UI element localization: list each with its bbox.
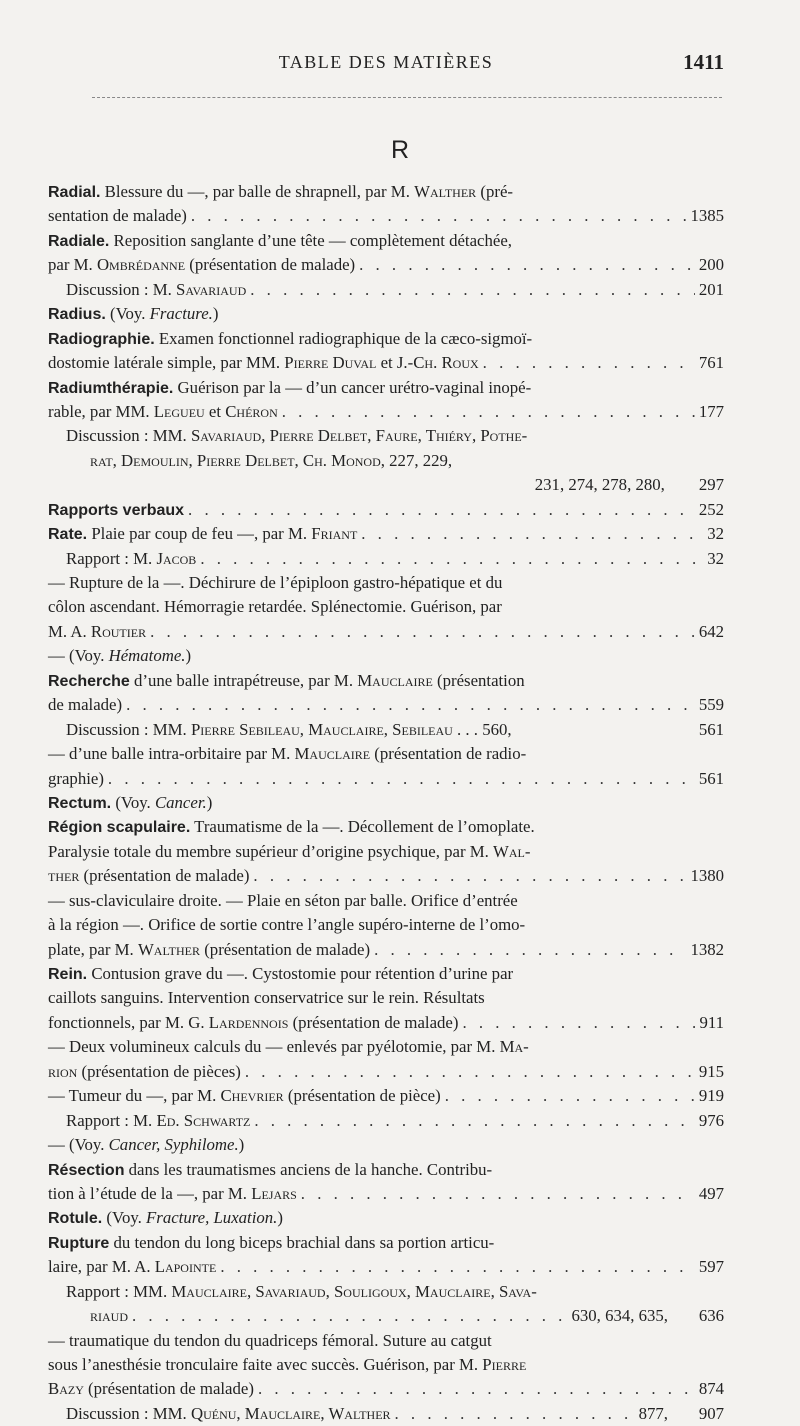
dot-leader — [258, 1377, 695, 1401]
entry-segment: ) — [185, 646, 192, 666]
author-name: Legueu — [153, 401, 205, 421]
entry-text — [48, 1377, 254, 1401]
entry-segment: Rapport : MM. — [66, 1281, 172, 1301]
author-name: J.-Ch. Roux — [396, 353, 479, 373]
author-name: Bazy — [48, 1379, 84, 1399]
header-divider — [92, 97, 722, 98]
entry-segment: Fracture. — [149, 304, 213, 324]
entry-text — [48, 793, 212, 812]
index-line — [48, 986, 724, 1010]
entry-segment: (présentation de malade) — [83, 1379, 254, 1399]
entry-segment: — Tumeur du —, par M. — [48, 1086, 221, 1106]
entry-text — [48, 1037, 529, 1056]
author-name: Pierre Duval — [284, 353, 377, 373]
author-name: Ed. Schwartz — [156, 1110, 251, 1130]
entry-text — [48, 1255, 216, 1279]
page-reference: 201 — [698, 279, 724, 299]
dot-leader — [126, 693, 695, 717]
entry-segment: Fracture, Luxation. — [146, 1208, 278, 1228]
entry-segment: (présentation de malade) — [185, 255, 356, 275]
entry-text — [48, 1182, 297, 1206]
page-reference: 636 — [698, 1306, 724, 1326]
index-line — [48, 1377, 724, 1401]
entry-segment: plate, par M. — [48, 939, 138, 959]
entry-text — [48, 304, 218, 323]
index-entries — [48, 180, 724, 1426]
author-name: Mauclaire — [357, 670, 433, 690]
index-line — [48, 204, 724, 228]
page-reference: 976 — [698, 1110, 724, 1130]
entry-segment: ) — [277, 1208, 283, 1228]
index-line — [48, 400, 724, 424]
entry-segment: sentation de malade) — [48, 206, 187, 226]
entry-segment: rable, par MM. — [48, 401, 154, 421]
entry-segment: (présentation — [432, 670, 525, 690]
index-line — [48, 864, 724, 888]
index-line — [48, 1011, 724, 1035]
author-name: Chevrier — [220, 1086, 284, 1106]
page-reference: 252 — [698, 499, 724, 519]
dot-leader — [301, 1182, 695, 1206]
entry-text — [48, 204, 187, 228]
entry-segment: . . . 560, — [452, 719, 512, 739]
page-reference: 561 — [698, 768, 724, 788]
entry-heading: Radiographie. — [48, 330, 155, 348]
index-line — [48, 522, 724, 546]
entry-heading: Rate. — [48, 526, 88, 544]
entry-segment: (présentation de malade) — [288, 1012, 459, 1032]
entry-text — [48, 915, 525, 934]
entry-text — [48, 329, 532, 348]
entry-text — [48, 891, 518, 910]
index-line — [48, 498, 724, 522]
author-name: Lardennois — [208, 1012, 289, 1032]
author-name: Quénu, Mauclaire, Walther — [190, 1403, 391, 1423]
entry-text — [48, 182, 513, 201]
page-reference: 919 — [698, 1086, 724, 1106]
page-reference: 200 — [698, 255, 724, 275]
dot-leader — [108, 767, 695, 791]
entry-segment: M. A. — [48, 621, 91, 641]
entry-segment: Reposition sanglante d’une tête — complètement détachée, — [109, 230, 512, 250]
entry-segment: (présentation de pièces) — [77, 1061, 241, 1081]
entry-segment: de malade) — [48, 695, 123, 715]
author-name: ther — [48, 866, 80, 886]
entry-text — [48, 400, 278, 424]
entry-heading: Résection — [48, 1161, 125, 1179]
entry-text — [66, 426, 527, 445]
entry-text — [66, 1109, 250, 1133]
author-name: Mauclaire — [294, 744, 371, 764]
dot-leader — [374, 938, 686, 962]
index-line — [48, 1158, 724, 1182]
entry-segment: ) — [206, 792, 213, 812]
index-line — [48, 620, 724, 644]
index-line — [48, 1182, 724, 1206]
author-name: Ma- — [499, 1037, 529, 1057]
dot-leader — [132, 1304, 568, 1328]
page-header — [48, 50, 724, 80]
index-line — [48, 1329, 724, 1353]
entry-segment: Cancer. — [154, 792, 207, 812]
entry-heading: Rein. — [48, 966, 88, 983]
running-title: TABLE DES MATIÈRES — [278, 52, 494, 72]
dot-leader — [245, 1060, 695, 1084]
index-line — [48, 669, 724, 693]
index-line — [48, 351, 724, 375]
author-name: riaud — [90, 1306, 128, 1326]
author-name: Mauclaire, Savariaud, Souligoux, Mauclaire, Sava- — [171, 1281, 537, 1301]
entry-text — [66, 718, 512, 742]
entry-segment: , 227, 229, — [380, 450, 453, 470]
entry-text — [66, 1282, 537, 1301]
entry-text — [535, 473, 665, 497]
index-line — [48, 1035, 724, 1059]
entry-segment: à la région —. Orifice de sortie contre l’angle supéro-interne de l’omo- — [48, 915, 526, 935]
page-reference: 911 — [699, 1012, 724, 1032]
author-name: Savariaud, Pierre Delbet, Faure, Thiéry, Pothe- — [190, 426, 528, 446]
entry-text — [48, 1084, 441, 1108]
index-line — [48, 595, 724, 619]
page-reference: 561 — [698, 719, 724, 739]
page-reference: 1382 — [690, 939, 724, 959]
author-name: Lapointe — [154, 1257, 217, 1277]
page-reference: 877, — [638, 1403, 668, 1423]
dot-leader — [445, 1084, 695, 1108]
author-name: Lejars — [251, 1183, 297, 1203]
dot-leader — [200, 547, 703, 571]
entry-text — [48, 1135, 244, 1154]
dot-leader — [250, 278, 695, 302]
entry-text — [48, 671, 525, 690]
entry-text — [48, 1355, 526, 1374]
entry-segment: Discussion : M. — [66, 279, 177, 299]
dot-leader — [188, 498, 695, 522]
index-line — [48, 1255, 724, 1279]
entry-text — [48, 988, 485, 1007]
dot-leader — [150, 620, 695, 644]
author-name: Ombrédanne — [96, 255, 186, 275]
author-name: Pierre — [482, 1355, 527, 1374]
entry-text — [48, 767, 104, 791]
author-name: Wal- — [493, 841, 531, 861]
page-reference: 497 — [698, 1183, 724, 1203]
author-name: rat, Demoulin, Pierre Delbet, Ch. Monod — [90, 450, 381, 470]
page-reference: 907 — [698, 1403, 724, 1423]
entry-segment: dans les traumatismes anciens de la hanche. Contribu- — [124, 1159, 493, 1179]
entry-segment: (présentation de malade) — [79, 866, 250, 886]
index-line — [48, 644, 724, 668]
index-line — [48, 376, 724, 400]
index-line — [48, 938, 724, 962]
entry-segment: — (Voy. — [48, 646, 109, 666]
entry-segment: (présentation de pièce) — [283, 1086, 441, 1106]
entry-segment: d’une balle intrapétreuse, par M. — [129, 670, 358, 690]
entry-text — [48, 597, 502, 616]
dot-leader — [361, 522, 703, 546]
entry-text — [90, 451, 452, 470]
entry-text — [48, 253, 355, 277]
index-line — [48, 473, 724, 497]
index-line — [48, 1231, 724, 1255]
index-line — [48, 327, 724, 351]
entry-segment: 231, 274, 278, 280, — [534, 475, 665, 495]
entry-text — [48, 573, 502, 592]
entry-segment: Guérison par la — d’un cancer urétro-vaginal inopé- — [173, 377, 532, 397]
author-name: rion — [48, 1061, 78, 1081]
entry-text — [48, 498, 184, 523]
entry-text — [48, 522, 357, 547]
entry-text — [48, 1060, 241, 1084]
entry-text — [66, 547, 196, 571]
entry-text — [48, 1331, 492, 1350]
entry-heading: Rotule. — [48, 1210, 103, 1228]
index-line — [48, 302, 724, 326]
author-name: Savariaud — [176, 279, 247, 299]
entry-segment: Hématome. — [108, 646, 186, 666]
entry-segment: Discussion : MM. — [66, 719, 191, 739]
index-line — [48, 815, 724, 839]
index-line — [48, 1109, 724, 1133]
entry-heading: Radiumthérapie. — [48, 379, 174, 397]
entry-segment: dostomie latérale simple, par MM. — [48, 353, 285, 373]
entry-segment: Rapport : M. — [66, 1110, 157, 1130]
index-line — [48, 693, 724, 717]
index-line — [48, 1133, 724, 1157]
page-reference: 32 — [707, 524, 724, 544]
entry-segment: Traumatisme de la —. Décollement de l’omoplate. — [190, 817, 535, 837]
index-line — [48, 791, 724, 815]
entry-segment: côlon ascendant. Hémorragie retardée. Splénectomie. Guérison, par — [48, 597, 502, 617]
author-name: Routier — [90, 621, 147, 641]
dot-leader — [395, 1402, 635, 1426]
entry-heading: Radiale. — [48, 232, 110, 250]
index-line — [48, 962, 724, 986]
entry-segment: (pré- — [476, 182, 513, 201]
entry-text — [48, 351, 479, 375]
entry-heading: Rapports verbaux — [48, 501, 185, 519]
index-line — [48, 278, 724, 302]
page-reference: 761 — [698, 353, 724, 373]
entry-segment: — d’une balle intra-orbitaire par M. — [48, 744, 295, 764]
author-name: Pierre Sebileau, Mauclaire, Sebileau — [190, 719, 453, 739]
entry-segment: sous l’anesthésie tronculaire faite avec succès. Guérison, par M. — [48, 1355, 483, 1374]
entry-segment: ) — [212, 304, 219, 324]
dot-leader — [254, 1109, 694, 1133]
index-line — [48, 1402, 724, 1426]
entry-segment: Discussion : MM. — [66, 1403, 191, 1423]
entry-segment: fonctionnels, par M. G. — [48, 1012, 209, 1032]
index-line — [48, 840, 724, 864]
entry-text — [48, 1160, 492, 1179]
entry-text — [48, 842, 530, 861]
entry-segment: — Deux volumineux calculs du — enlevés par pyélotomie, par M. — [48, 1037, 500, 1057]
entry-text — [48, 964, 513, 983]
entry-segment: Discussion : MM. — [66, 426, 191, 446]
dot-leader — [220, 1255, 695, 1279]
index-line — [48, 1304, 724, 1328]
entry-segment: tion à l’étude de la —, par M. — [48, 1183, 252, 1203]
entry-text — [66, 278, 246, 302]
entry-text — [48, 1011, 458, 1035]
entry-segment: laire, par M. A. — [48, 1257, 155, 1277]
entry-text — [90, 1304, 128, 1328]
entry-segment: (Voy. — [102, 1208, 147, 1228]
page-reference: 642 — [698, 621, 724, 641]
index-line — [48, 889, 724, 913]
index-line — [48, 1206, 724, 1230]
entry-segment: (Voy. — [105, 304, 150, 324]
entry-segment: Paralysie totale du membre supérieur d’origine psychique, par M. — [48, 841, 494, 861]
entry-segment: — traumatique du tendon du quadriceps fémoral. Suture au catgut — [48, 1330, 492, 1350]
index-line — [48, 571, 724, 595]
entry-text — [48, 1208, 283, 1227]
entry-segment: Blessure du —, par balle de shrapnell, par M. — [100, 182, 415, 201]
index-line — [48, 449, 724, 473]
section-letter: R — [390, 136, 410, 164]
page-reference: 597 — [698, 1257, 724, 1277]
entry-segment: (Voy. — [111, 792, 155, 812]
author-name: Chéron — [225, 401, 278, 421]
entry-segment: et — [376, 353, 397, 373]
entry-segment: (présentation de malade) — [200, 939, 371, 959]
entry-heading: Radial. — [48, 184, 101, 201]
index-line — [48, 1280, 724, 1304]
author-name: Jacob — [156, 548, 197, 568]
entry-text — [48, 938, 370, 962]
entry-text — [48, 646, 191, 665]
entry-text — [48, 231, 512, 250]
entry-segment: caillots sanguins. Intervention conservatrice sur le rein. Résultats — [48, 988, 485, 1008]
dot-leader — [282, 400, 695, 424]
entry-segment: — sus-claviculaire droite. — Plaie en séton par balle. Orifice d’entrée — [48, 890, 518, 910]
entry-segment: — Rupture de la —. Déchirure de l’épiploon gastro-hépatique et du — [48, 573, 503, 592]
entry-segment: par M. — [48, 255, 97, 275]
page-reference: 32 — [707, 548, 724, 568]
entry-segment: graphie) — [48, 768, 104, 788]
entry-segment: du tendon du long biceps brachial dans sa portion articu- — [109, 1232, 495, 1252]
entry-text — [48, 378, 531, 397]
entry-text — [48, 864, 249, 888]
index-line — [48, 547, 724, 571]
index-line — [48, 742, 724, 766]
page-reference: 559 — [698, 695, 724, 715]
entry-heading: Rupture — [48, 1234, 110, 1252]
entry-segment: et — [204, 401, 226, 421]
dot-leader — [191, 204, 687, 228]
index-line — [48, 424, 724, 448]
index-line — [48, 718, 724, 742]
entry-segment: Plaie par coup de feu —, par M. — [87, 524, 312, 544]
entry-text — [48, 1233, 494, 1252]
index-line — [48, 767, 724, 791]
entry-text — [48, 744, 526, 763]
entry-text — [48, 620, 146, 644]
author-name: Friant — [311, 524, 358, 544]
page-reference: 1380 — [690, 866, 724, 886]
entry-heading: Région scapulaire. — [48, 819, 191, 837]
index-line — [48, 913, 724, 937]
index-line — [48, 1060, 724, 1084]
index-line — [48, 1084, 724, 1108]
index-line — [48, 1353, 724, 1377]
entry-segment: Examen fonctionnel radiographique de la cæco-sigmoï- — [154, 328, 533, 348]
entry-heading: Rectum. — [48, 794, 112, 812]
author-name: Walther — [137, 939, 201, 959]
entry-text — [48, 693, 122, 717]
entry-text — [66, 1402, 391, 1426]
entry-segment: Cancer, Syphilome. — [108, 1135, 239, 1155]
page-reference: 177 — [698, 401, 724, 421]
page-number: 1411 — [683, 50, 724, 74]
entry-segment: Contusion grave du —. Cystostomie pour rétention d’urine par — [87, 964, 514, 983]
page-reference: 630, 634, 635, — [571, 1306, 668, 1326]
dot-leader — [253, 864, 686, 888]
page-reference: 874 — [698, 1379, 724, 1399]
entry-segment: ) — [238, 1135, 245, 1155]
entry-segment: (présentation de radio- — [370, 744, 527, 764]
dot-leader — [462, 1011, 695, 1035]
entry-segment: Rapport : M. — [66, 548, 157, 568]
dot-leader — [359, 253, 695, 277]
page-reference: 297 — [698, 475, 724, 495]
entry-text — [48, 817, 535, 836]
index-line — [48, 180, 724, 204]
author-name: Walther — [414, 182, 477, 201]
entry-segment: — (Voy. — [48, 1135, 109, 1155]
dot-leader — [483, 351, 695, 375]
index-line — [48, 253, 724, 277]
entry-heading: Radius. — [48, 306, 106, 324]
index-line — [48, 229, 724, 253]
entry-heading: Recherche — [48, 672, 130, 690]
page-reference: 915 — [698, 1061, 724, 1081]
page-reference: 1385 — [690, 206, 724, 226]
